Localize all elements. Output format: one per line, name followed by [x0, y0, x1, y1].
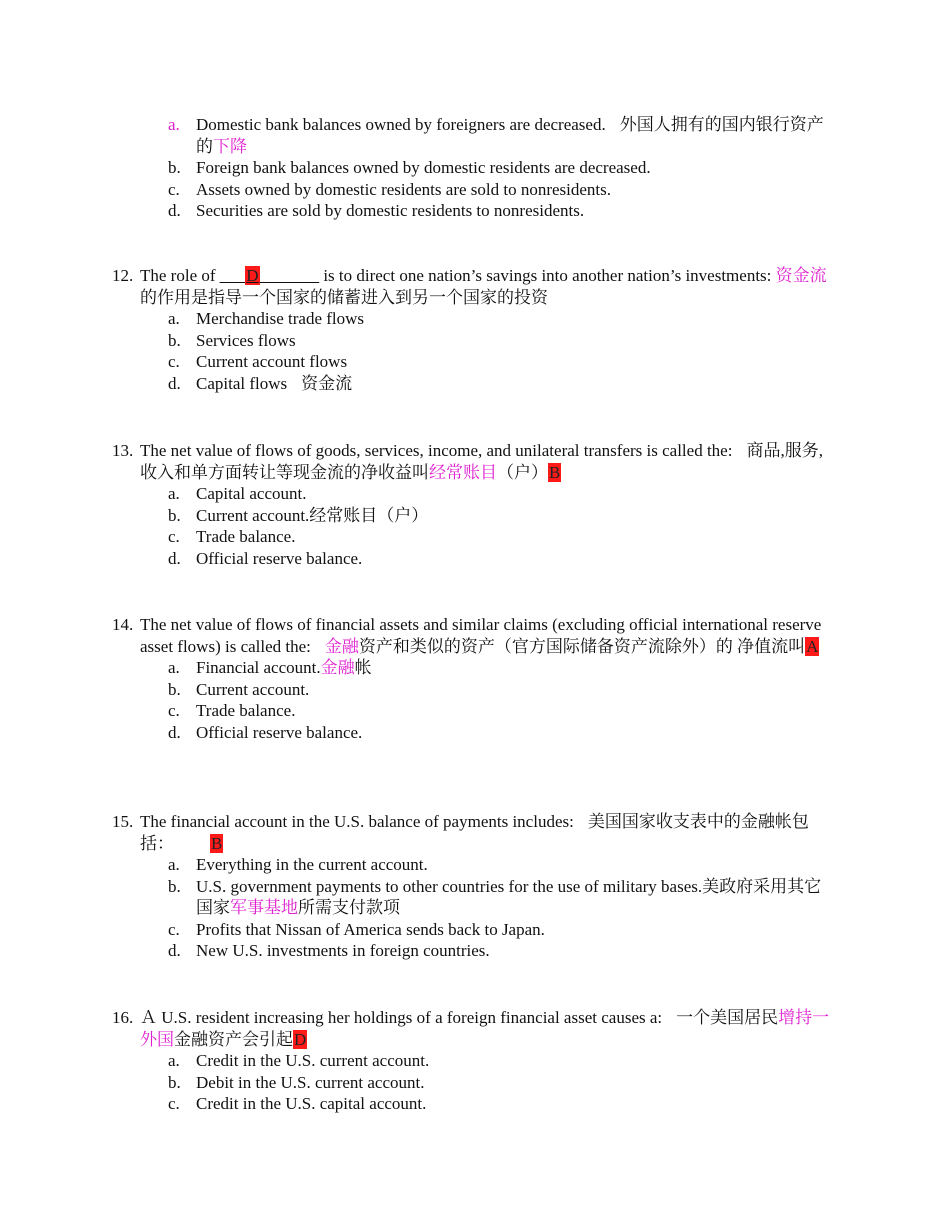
- option-c: [112, 179, 836, 201]
- option-letter: b.: [168, 330, 181, 350]
- question-stem: [112, 614, 836, 657]
- option-letter: a.: [168, 658, 180, 677]
- option-letter: c.: [168, 701, 180, 720]
- answer-blank: [220, 266, 319, 285]
- option-letter: d.: [168, 548, 181, 568]
- question-stem: [112, 1007, 836, 1050]
- option-text: Trade balance.: [196, 701, 296, 720]
- highlighted-term: 下降: [213, 136, 247, 156]
- option-c: [112, 526, 836, 548]
- option-letter: c.: [168, 352, 180, 371]
- option-b: [112, 330, 836, 352]
- question-stem: [112, 811, 836, 854]
- question-12: [112, 265, 836, 394]
- blank-right: _______: [259, 266, 320, 285]
- option-text: Domestic bank balances owned by foreigners are decreased.: [196, 115, 606, 134]
- option-letter: c.: [168, 919, 180, 939]
- option-text: Capital flows: [196, 373, 288, 393]
- option-a: [112, 657, 836, 679]
- stem-translation-tail: （户）: [497, 462, 548, 482]
- option-d: [112, 200, 836, 222]
- option-d: [112, 940, 836, 962]
- option-text: Everything in the current account.: [196, 855, 428, 874]
- stem-translation: 美国国家收支表中的金融帐包括：: [140, 812, 809, 853]
- stem-text: The financial account in the U.S. balance of payments includes:: [140, 812, 574, 831]
- option-letter: d.: [168, 941, 181, 960]
- stem-text-2: is to direct one nation’s savings into another nation’s investments:: [319, 266, 772, 285]
- option-letter: b.: [168, 876, 181, 896]
- option-b: [112, 157, 836, 179]
- option-letter: d.: [168, 722, 181, 742]
- option-b: [112, 505, 836, 527]
- option-b: [112, 679, 836, 701]
- option-a: [112, 114, 836, 157]
- option-text: Debit in the U.S. current account.: [196, 1072, 425, 1092]
- option-a: [112, 483, 836, 505]
- stem-text: The role of: [140, 266, 220, 285]
- stem-translation: 商品,服务,收入和单方面转让等现金流的净收益叫: [140, 441, 823, 482]
- answer-badge: B: [211, 833, 223, 853]
- question-stem: [112, 265, 836, 308]
- option-text: Current account.: [196, 505, 310, 525]
- option-c: [112, 351, 836, 373]
- option-translation-tail: 所需支付款项: [298, 898, 400, 917]
- option-text: New U.S. investments in foreign countries.: [196, 941, 490, 960]
- answer-badge: A: [806, 636, 819, 656]
- question-number: 14.: [112, 615, 134, 634]
- option-text: Securities are sold by domestic residents to nonresidents.: [196, 201, 585, 220]
- question-16: [112, 1007, 836, 1115]
- option-text: Merchandise trade flows: [196, 309, 365, 328]
- answer-badge: D: [294, 1029, 307, 1049]
- option-translation: 帐: [354, 658, 372, 677]
- option-d: [112, 722, 836, 744]
- highlighted-term: 经常账目: [429, 462, 497, 482]
- question-number: 12.: [112, 266, 134, 285]
- stem-translation: 一个美国居民: [676, 1008, 779, 1027]
- highlighted-term: 增持一外国: [140, 1008, 830, 1049]
- blank-left: ___: [219, 266, 246, 285]
- highlighted-term: 金融: [324, 636, 359, 656]
- option-c: [112, 919, 836, 941]
- option-text: Services flows: [196, 330, 296, 350]
- option-translation: 经常账目（户）: [309, 505, 429, 525]
- question-11-options: [112, 114, 836, 222]
- question-15: [112, 811, 836, 962]
- option-letter: c.: [168, 1094, 180, 1113]
- option-text: Official reserve balance.: [196, 548, 363, 568]
- option-text: U.S. government payments to other countries for the use of military bases.: [196, 876, 703, 896]
- option-letter: c.: [168, 179, 180, 199]
- stem-translation: 的作用是指导一个国家的储蓄进入到另一个国家的投资: [140, 287, 548, 307]
- question-number: 15.: [112, 812, 134, 831]
- option-text: Current account.: [196, 679, 310, 699]
- option-letter: a.: [168, 855, 180, 874]
- option-text: Capital account.: [196, 484, 307, 503]
- option-a: [112, 308, 836, 330]
- stem-text: The net value of flows of financial assets and similar claims (excluding official international reserve asset flows) is called the:: [140, 615, 822, 656]
- option-translation: 外国人拥有的国内银行资产的: [196, 115, 824, 156]
- highlighted-term: 军事基地: [230, 898, 298, 917]
- question-14: [112, 614, 836, 743]
- option-text: Official reserve balance.: [196, 722, 363, 742]
- question-number: 13.: [112, 441, 134, 460]
- option-text: Profits that Nissan of America sends back to Japan.: [196, 919, 545, 939]
- option-c: [112, 700, 836, 722]
- stem-text: The net value of flows of goods, services, income, and unilateral transfers is called the:: [140, 441, 733, 460]
- option-translation: 美政府采用其它国家: [196, 876, 822, 917]
- option-letter: a.: [168, 484, 180, 503]
- stem-translation: 资产和类似的资产（官方国际储备资产流除外）的 净值流叫: [358, 636, 806, 656]
- option-letter: d.: [168, 373, 181, 393]
- option-d: [112, 373, 836, 395]
- option-text: Financial account.: [196, 658, 321, 677]
- option-text: Credit in the U.S. current account.: [196, 1051, 430, 1070]
- highlighted-term: 金融: [320, 658, 355, 677]
- option-a: [112, 1050, 836, 1072]
- option-letter: a.: [168, 1051, 180, 1070]
- option-c: [112, 1093, 836, 1115]
- option-letter: a.: [168, 115, 180, 134]
- stem-translation-tail: 金融资产会引起: [174, 1029, 293, 1049]
- option-text: Credit in the U.S. capital account.: [196, 1094, 427, 1113]
- option-letter: b.: [168, 158, 181, 177]
- option-text: Foreign bank balances owned by domestic residents are decreased.: [196, 158, 651, 177]
- option-a: [112, 854, 836, 876]
- option-letter: b.: [168, 679, 181, 699]
- option-letter: c.: [168, 527, 180, 546]
- option-translation: 资金流: [301, 373, 353, 393]
- highlighted-term: 资金流: [775, 266, 827, 285]
- answer-badge: B: [549, 462, 561, 482]
- option-letter: b.: [168, 1072, 181, 1092]
- option-text: Current account flows: [196, 352, 348, 371]
- question-13: [112, 440, 836, 569]
- question-stem: [112, 440, 836, 483]
- option-d: [112, 548, 836, 570]
- question-number: 16.: [112, 1008, 134, 1027]
- option-b: [112, 876, 836, 919]
- answer-badge: D: [246, 266, 259, 285]
- option-letter: a.: [168, 309, 180, 328]
- stem-text: Ａ U.S. resident increasing her holdings of a foreign financial asset causes a:: [140, 1008, 663, 1027]
- option-b: [112, 1072, 836, 1094]
- option-letter: d.: [168, 201, 181, 220]
- option-text: Trade balance.: [196, 527, 296, 546]
- option-letter: b.: [168, 505, 181, 525]
- option-text: Assets owned by domestic residents are sold to nonresidents.: [196, 179, 612, 199]
